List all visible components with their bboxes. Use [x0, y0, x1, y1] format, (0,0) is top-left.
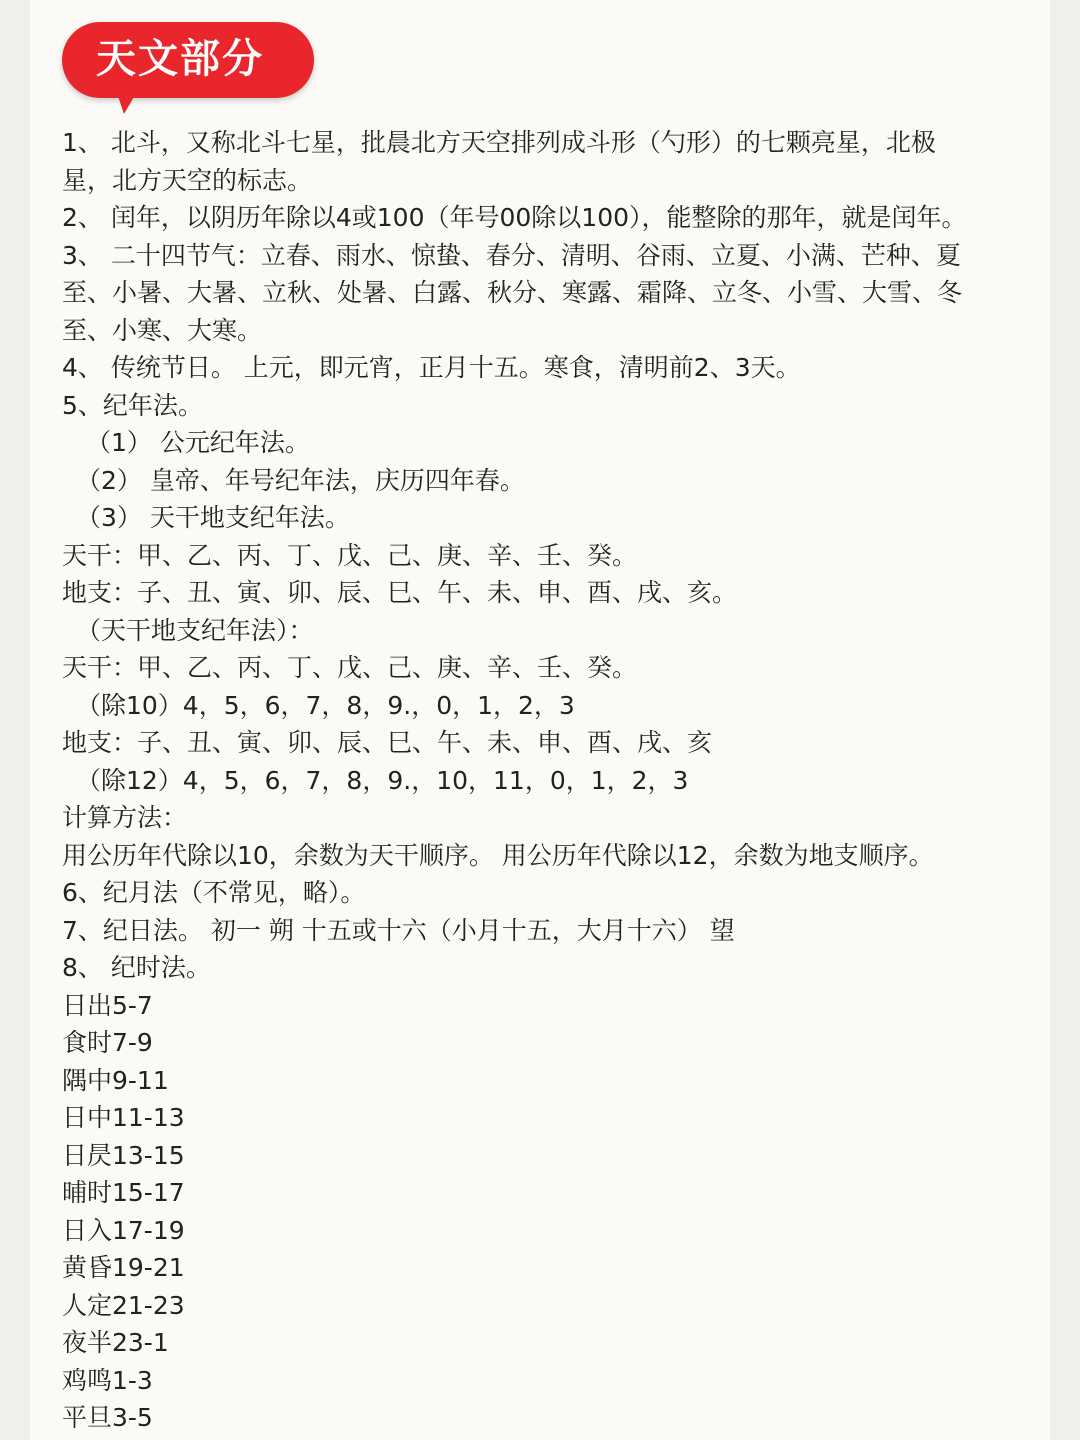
text-line: 6、纪月法（不常见，略）。 [62, 878, 366, 907]
text-line: 4、 传统节日。 上元，即元宵，正月十五。寒食，清明前2、3天。 [62, 353, 801, 382]
text-line: （3） 天干地支纪年法。 [76, 503, 350, 532]
text-line: （除12）4，5，6，7，8，9.，10，11，0，1，2，3 [76, 765, 689, 795]
text-line: 夜半23-1 [62, 1328, 169, 1357]
text-line: 日中11-13 [62, 1103, 185, 1132]
text-line: 计算方法： [62, 803, 188, 832]
text-line: 日入17-19 [62, 1215, 185, 1245]
document-body [62, 124, 1030, 1437]
text-line: （1） 公元纪年法。 [86, 428, 310, 457]
text-line: 7、纪日法。 初一 朔 十五或十六（小月十五，大月十六） 望 [62, 915, 735, 945]
text-line: 1、 北斗，又称北斗七星，批晨北方天空排列成斗形（勺形）的七颗亮星，北极 [62, 128, 936, 157]
text-line: 平旦3-5 [62, 1403, 153, 1432]
text-line: 天干：甲、乙、丙、丁、戊、己、庚、辛、壬、癸。 [62, 653, 638, 682]
text-line: 晡时15-17 [62, 1178, 185, 1207]
text-line: 至、小暑、大暑、立秋、处暑、白露、秋分、寒露、霜降、立冬、小雪、大雪、冬 [62, 278, 963, 307]
page-title: 天文部分 [96, 36, 264, 82]
text-line: 人定21-23 [62, 1290, 185, 1320]
text-line: 3、 二十四节气：立春、雨水、惊蛰、春分、清明、谷雨、立夏、小满、芒种、夏 [62, 240, 961, 270]
text-line: 2、 闰年，以阴历年除以4或100（年号00除以100），能整除的那年，就是闰年。 [62, 203, 967, 232]
text-line: 黄昏19-21 [62, 1253, 185, 1282]
text-line: 鸡鸣1-3 [62, 1365, 153, 1395]
text-line: 日昃13-15 [62, 1140, 185, 1170]
text-line: 日出5-7 [62, 990, 153, 1020]
text-line: 星，北方天空的标志。 [62, 165, 313, 195]
text-line: 食时7-9 [62, 1028, 153, 1057]
text-line: 地支：子、丑、寅、卯、辰、巳、午、未、申、酉、戌、亥。 [62, 578, 738, 607]
text-line: 至、小寒、大寒。 [62, 315, 263, 345]
text-line: （除10）4，5，6，7，8，9.，0，1，2，3 [76, 690, 575, 720]
text-line: （天干地支纪年法）： [76, 615, 314, 645]
text-line: 用公历年代除以10，余数为天干顺序。 用公历年代除以12，余数为地支顺序。 [62, 840, 934, 870]
text-line: 地支：子、丑、寅、卯、辰、巳、午、未、申、酉、戌、亥 [62, 728, 713, 757]
text-line: 8、 纪时法。 [62, 953, 211, 982]
text-line: 5、纪年法。 [62, 390, 203, 420]
title-badge-pointer [116, 90, 138, 114]
text-line: 天干：甲、乙、丙、丁、戊、己、庚、辛、壬、癸。 [62, 540, 638, 570]
text-line: （2） 皇帝、年号纪年法，庆历四年春。 [76, 465, 525, 495]
text-line: 隅中9-11 [62, 1065, 169, 1095]
